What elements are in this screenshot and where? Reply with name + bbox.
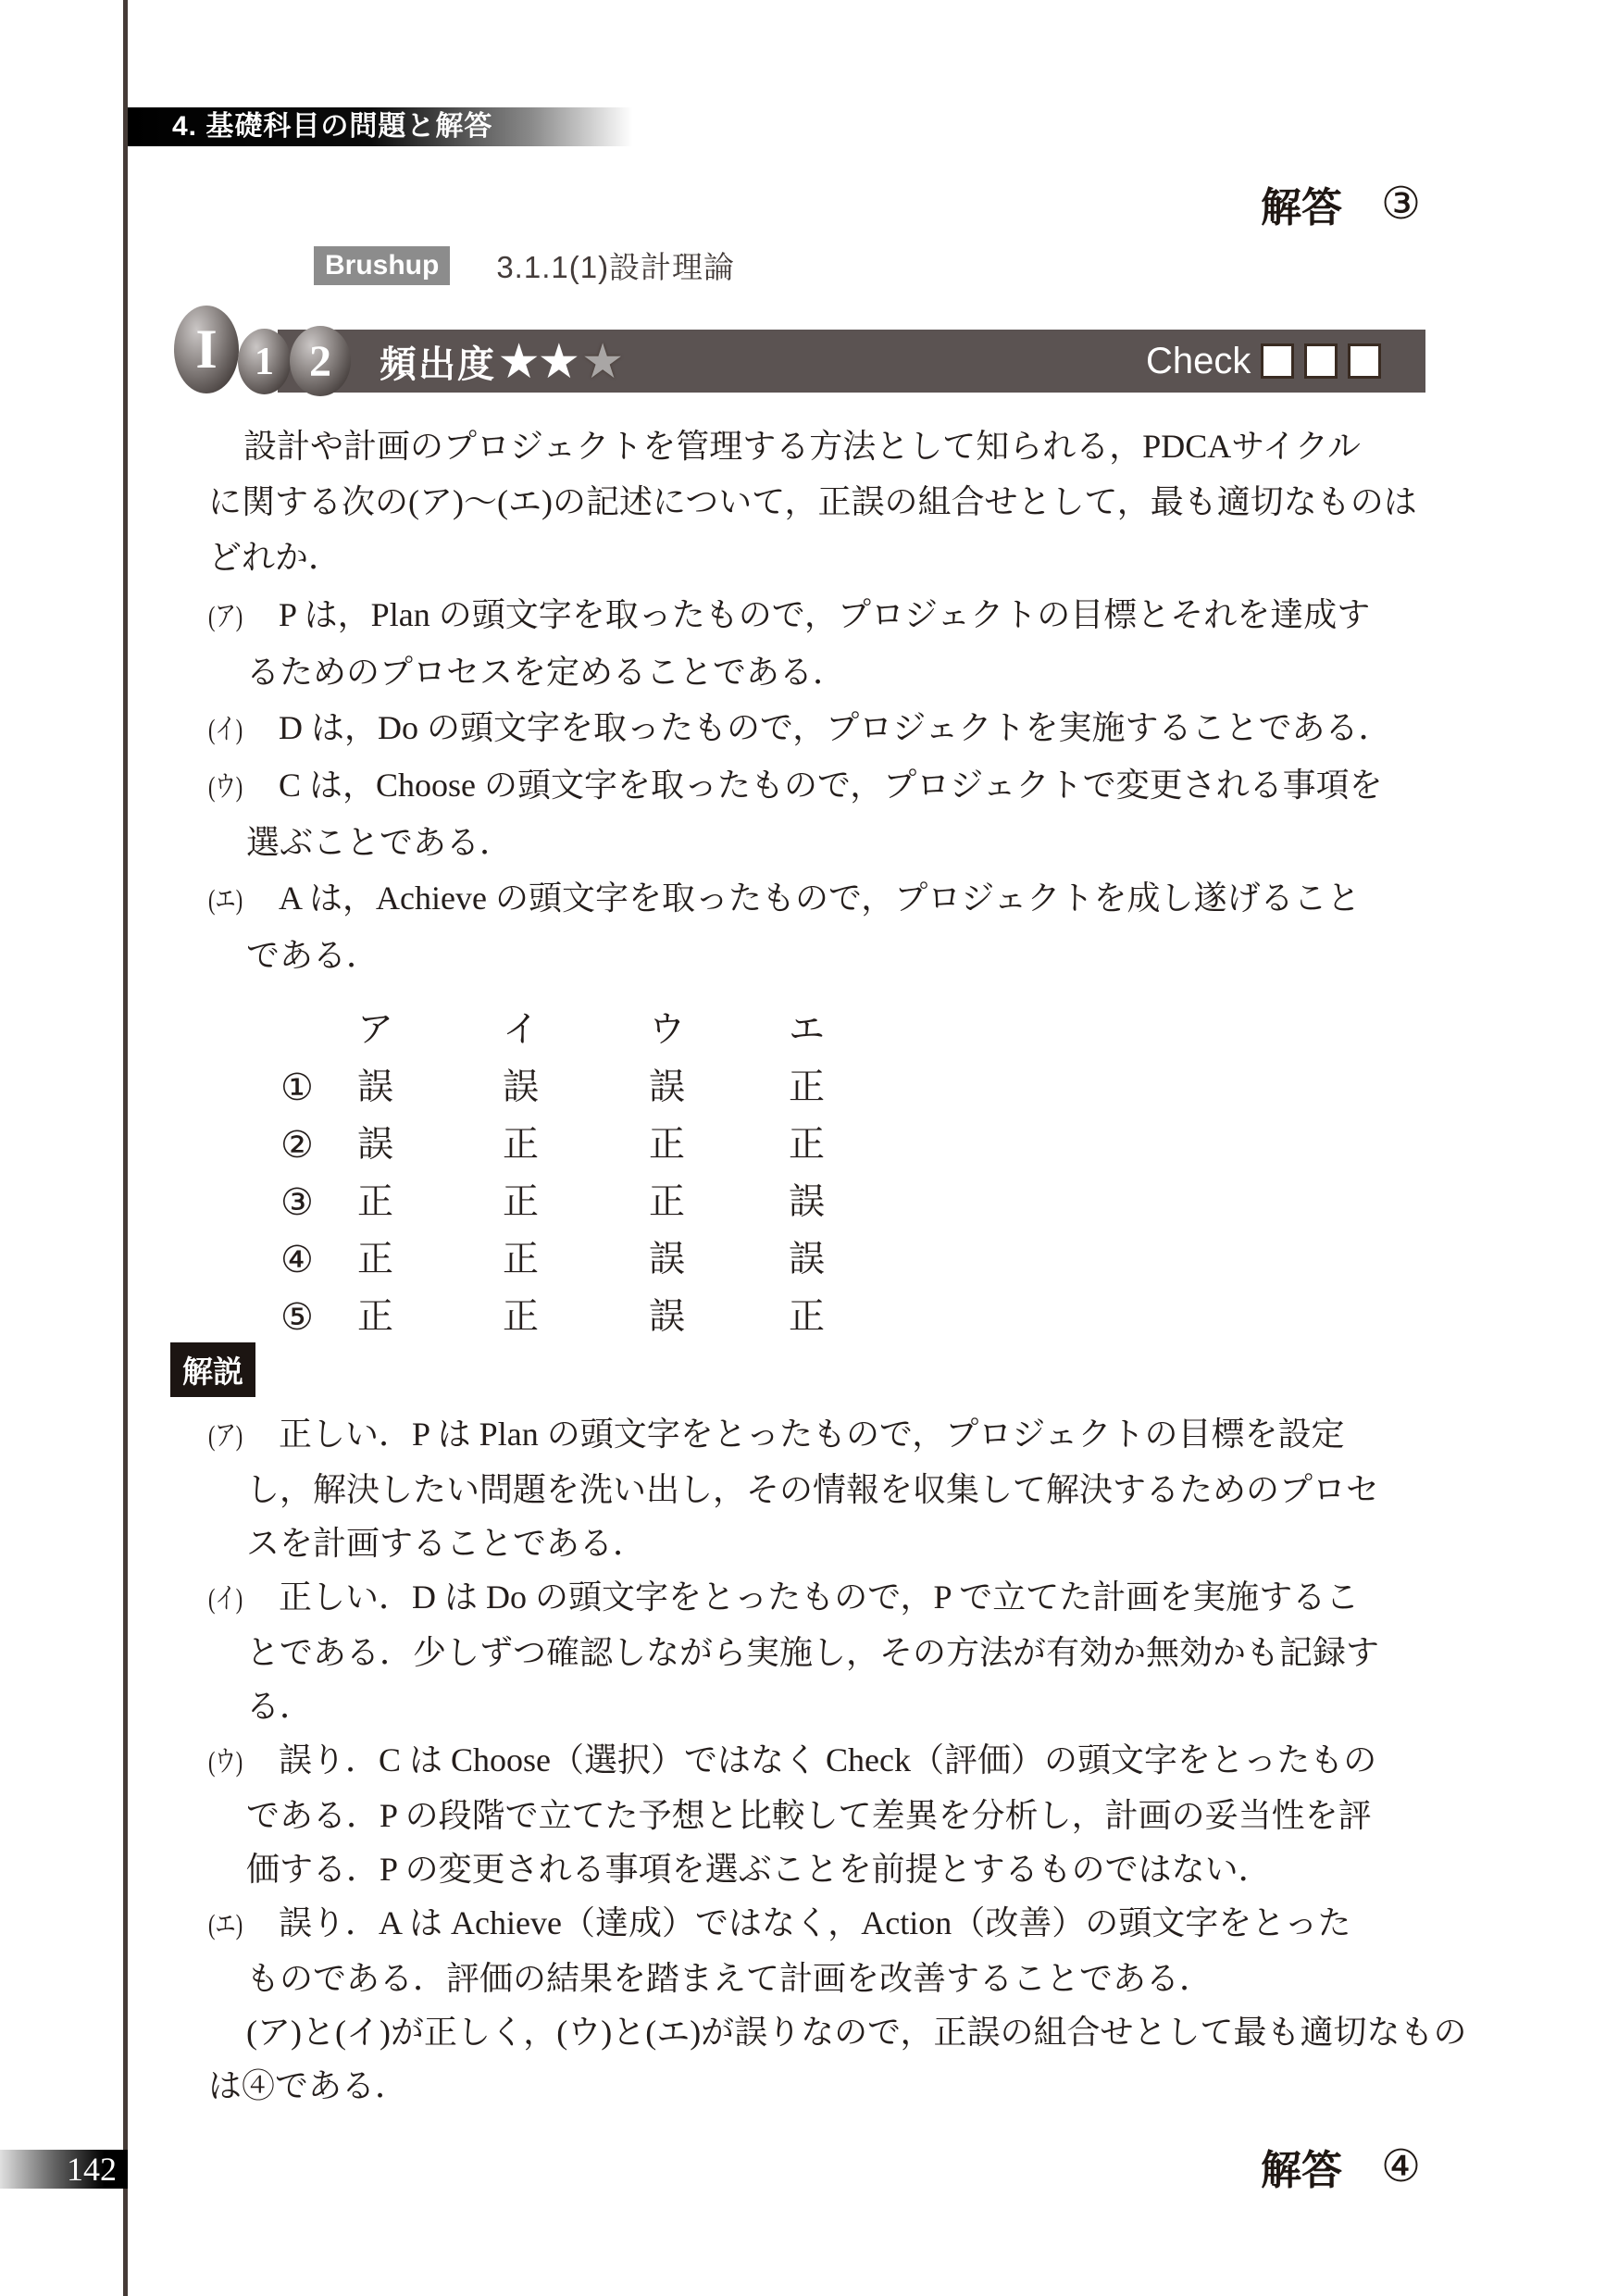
choice-cell: 正: [357, 1182, 394, 1222]
choice-number: ②: [280, 1124, 314, 1166]
problem-number-badge-1: [238, 329, 291, 394]
item-marker: (ア): [208, 600, 243, 632]
brushup-badge: Brushup: [314, 246, 450, 285]
problem-number-digit-1: 1: [255, 340, 274, 383]
question-statement: [208, 418, 1458, 585]
checkbox-icon: [1304, 343, 1338, 379]
item-marker: (ウ): [208, 1745, 243, 1778]
choice-cell: 正: [357, 1297, 394, 1337]
choice-cell: 誤: [503, 1067, 540, 1107]
page-number: 142: [67, 2151, 117, 2188]
item-line: である．: [246, 937, 380, 974]
choice-cell: 正: [503, 1125, 540, 1165]
choice-number: ⑤: [280, 1296, 314, 1338]
question-line: に関する次の(ア)～(エ)の記述について，正誤の組合せとして，最も適切なものは: [208, 483, 1417, 520]
chapter-banner-text: 4. 基礎科目の問題と解答: [172, 111, 493, 142]
item-marker: (イ): [208, 1582, 243, 1615]
star-empty-icon: ★: [583, 337, 624, 385]
choice-number: ①: [280, 1067, 314, 1108]
item-marker: (エ): [208, 1908, 243, 1940]
check-area: [1146, 330, 1381, 393]
choice-cell: 正: [789, 1125, 826, 1165]
choice-cell: 正: [789, 1067, 826, 1107]
problem-header-band: [278, 330, 1425, 393]
question-line: どれか．: [208, 539, 342, 576]
choice-cell: 誤: [357, 1067, 394, 1107]
choice-row: [208, 1117, 937, 1174]
explanation-line: スを計画することである．: [246, 1525, 647, 1562]
item-line: [208, 587, 1458, 644]
column-header: イ: [503, 1010, 540, 1050]
explanation-text: 誤り．C は Choose（選択）ではなく Check（評価）の頭文字をとったもの: [279, 1741, 1377, 1778]
item-line: [208, 757, 1458, 815]
frequency-label: 頻出度: [380, 343, 496, 385]
explanation-line: 価する．P の変更される事項を選ぶことを前提とするものではない．: [246, 1851, 1272, 1888]
answer-this-problem: [1261, 2137, 1421, 2196]
choice-cell: 誤: [649, 1067, 686, 1107]
item-text: A は，Achieve の頭文字を取ったもので，プロジェクトを成し遂げること: [279, 880, 1361, 917]
choice-cell: 誤: [357, 1125, 394, 1165]
choice-cell: 正: [503, 1182, 540, 1222]
explanation-line: る．: [246, 1688, 314, 1725]
header-spacer: [208, 1002, 357, 1059]
item-marker: (ア): [208, 1419, 243, 1452]
explanation-body: [208, 1407, 1467, 2113]
conclusion-line: (ア)と(イ)が正しく，(ウ)と(エ)が誤りなので，正誤の組合せとして最も適切なもの: [246, 2014, 1467, 2051]
problem-number-digit-2: 2: [309, 336, 331, 386]
item-line: [208, 870, 1458, 928]
answer-number-circled: ③: [1381, 180, 1422, 229]
choice-cell: 誤: [649, 1297, 686, 1337]
choice-row: [208, 1289, 937, 1346]
choice-cell: 正: [789, 1297, 826, 1337]
question-items: [208, 587, 1458, 983]
choice-cell: 正: [503, 1297, 540, 1337]
item-marker: (ウ): [208, 770, 243, 803]
frequency-rating: [380, 330, 624, 393]
choices-header-row: [208, 1002, 937, 1059]
choice-cell: 正: [649, 1125, 686, 1165]
explanation-text: 正しい．P は Plan の頭文字をとったもので，プロジェクトの目標を設定: [279, 1416, 1345, 1453]
brushup-row: [314, 243, 735, 287]
chapter-banner: [128, 107, 632, 146]
problem-section-badge: [174, 306, 239, 393]
answer-number-circled: ④: [1381, 2142, 1422, 2191]
explanation-line: [208, 1570, 1458, 1626]
choice-cell: 正: [503, 1240, 540, 1279]
brushup-reference: 3.1.1(1)設計理論: [496, 250, 736, 284]
item-line: るためのプロセスを定めることである．: [246, 654, 847, 691]
conclusion-line: は④である．: [208, 2067, 409, 2104]
explanation-badge: 解説: [170, 1342, 255, 1397]
choice-cell: 誤: [789, 1240, 826, 1279]
choice-row: [208, 1231, 937, 1289]
item-line: [208, 700, 1458, 757]
problem-number-badge-2: [290, 326, 351, 396]
explanation-line: [208, 1407, 1458, 1463]
choice-number: ③: [280, 1181, 314, 1223]
page-margin-rule: [123, 0, 128, 2296]
explanation-text: 誤り．A は Achieve（達成）ではなく，Action（改善）の頭文字をとった: [279, 1904, 1351, 1941]
answer-previous-problem: [1261, 174, 1421, 233]
explanation-line: [208, 1896, 1458, 1952]
star-filled-icons: ★★: [500, 337, 580, 385]
explanation-line: ものである．評価の結果を踏まえて計画を改善することである．: [246, 1960, 1214, 1997]
explanation-line: とである．少しずつ確認しながら実施し，その方法が有効か無効かも記録す: [246, 1634, 1380, 1671]
column-header: エ: [789, 1010, 826, 1050]
item-line: 選ぶことである．: [246, 824, 514, 861]
column-header: ウ: [649, 1010, 686, 1050]
explanation-line: し，解決したい問題を洗い出し，その情報を収集して解決するためのプロセ: [246, 1471, 1380, 1508]
explanation-line: である．P の段階で立てた予想と比較して差異を分析し，計画の妥当性を評: [246, 1797, 1372, 1834]
item-text: C は，Choose の頭文字を取ったもので，プロジェクトで変更される事項を: [279, 767, 1383, 804]
answer-label: 解答: [1261, 185, 1342, 231]
column-header: ア: [357, 1010, 394, 1050]
choice-cell: 誤: [649, 1240, 686, 1279]
answer-label: 解答: [1261, 2148, 1342, 2193]
item-text: D は，Do の頭文字を取ったもので，プロジェクトを実施することである．: [279, 709, 1392, 746]
choice-cell: 正: [357, 1240, 394, 1279]
question-line: 設計や計画のプロジェクトを管理する方法として知られる，PDCAサイクル: [243, 428, 1361, 465]
choice-cell: 誤: [789, 1182, 826, 1222]
page-number-band: [0, 2150, 128, 2189]
choice-row: [208, 1059, 937, 1117]
explanation-text: 正しい．D は Do の頭文字をとったもので，P で立てた計画を実施するこ: [279, 1578, 1360, 1616]
explanation-line: [208, 1733, 1458, 1789]
item-marker: (エ): [208, 883, 243, 916]
problem-section-letter: I: [195, 318, 218, 380]
choice-row: [208, 1174, 937, 1231]
item-text: P は，Plan の頭文字を取ったもので，プロジェクトの目標とそれを達成す: [279, 596, 1371, 633]
choice-number: ④: [280, 1239, 314, 1280]
check-label: Check: [1146, 340, 1251, 381]
choice-cell: 正: [649, 1182, 686, 1222]
checkbox-icon: [1261, 343, 1294, 379]
checkbox-icon: [1348, 343, 1381, 379]
choices-table: [208, 1002, 937, 1346]
item-marker: (イ): [208, 713, 243, 745]
